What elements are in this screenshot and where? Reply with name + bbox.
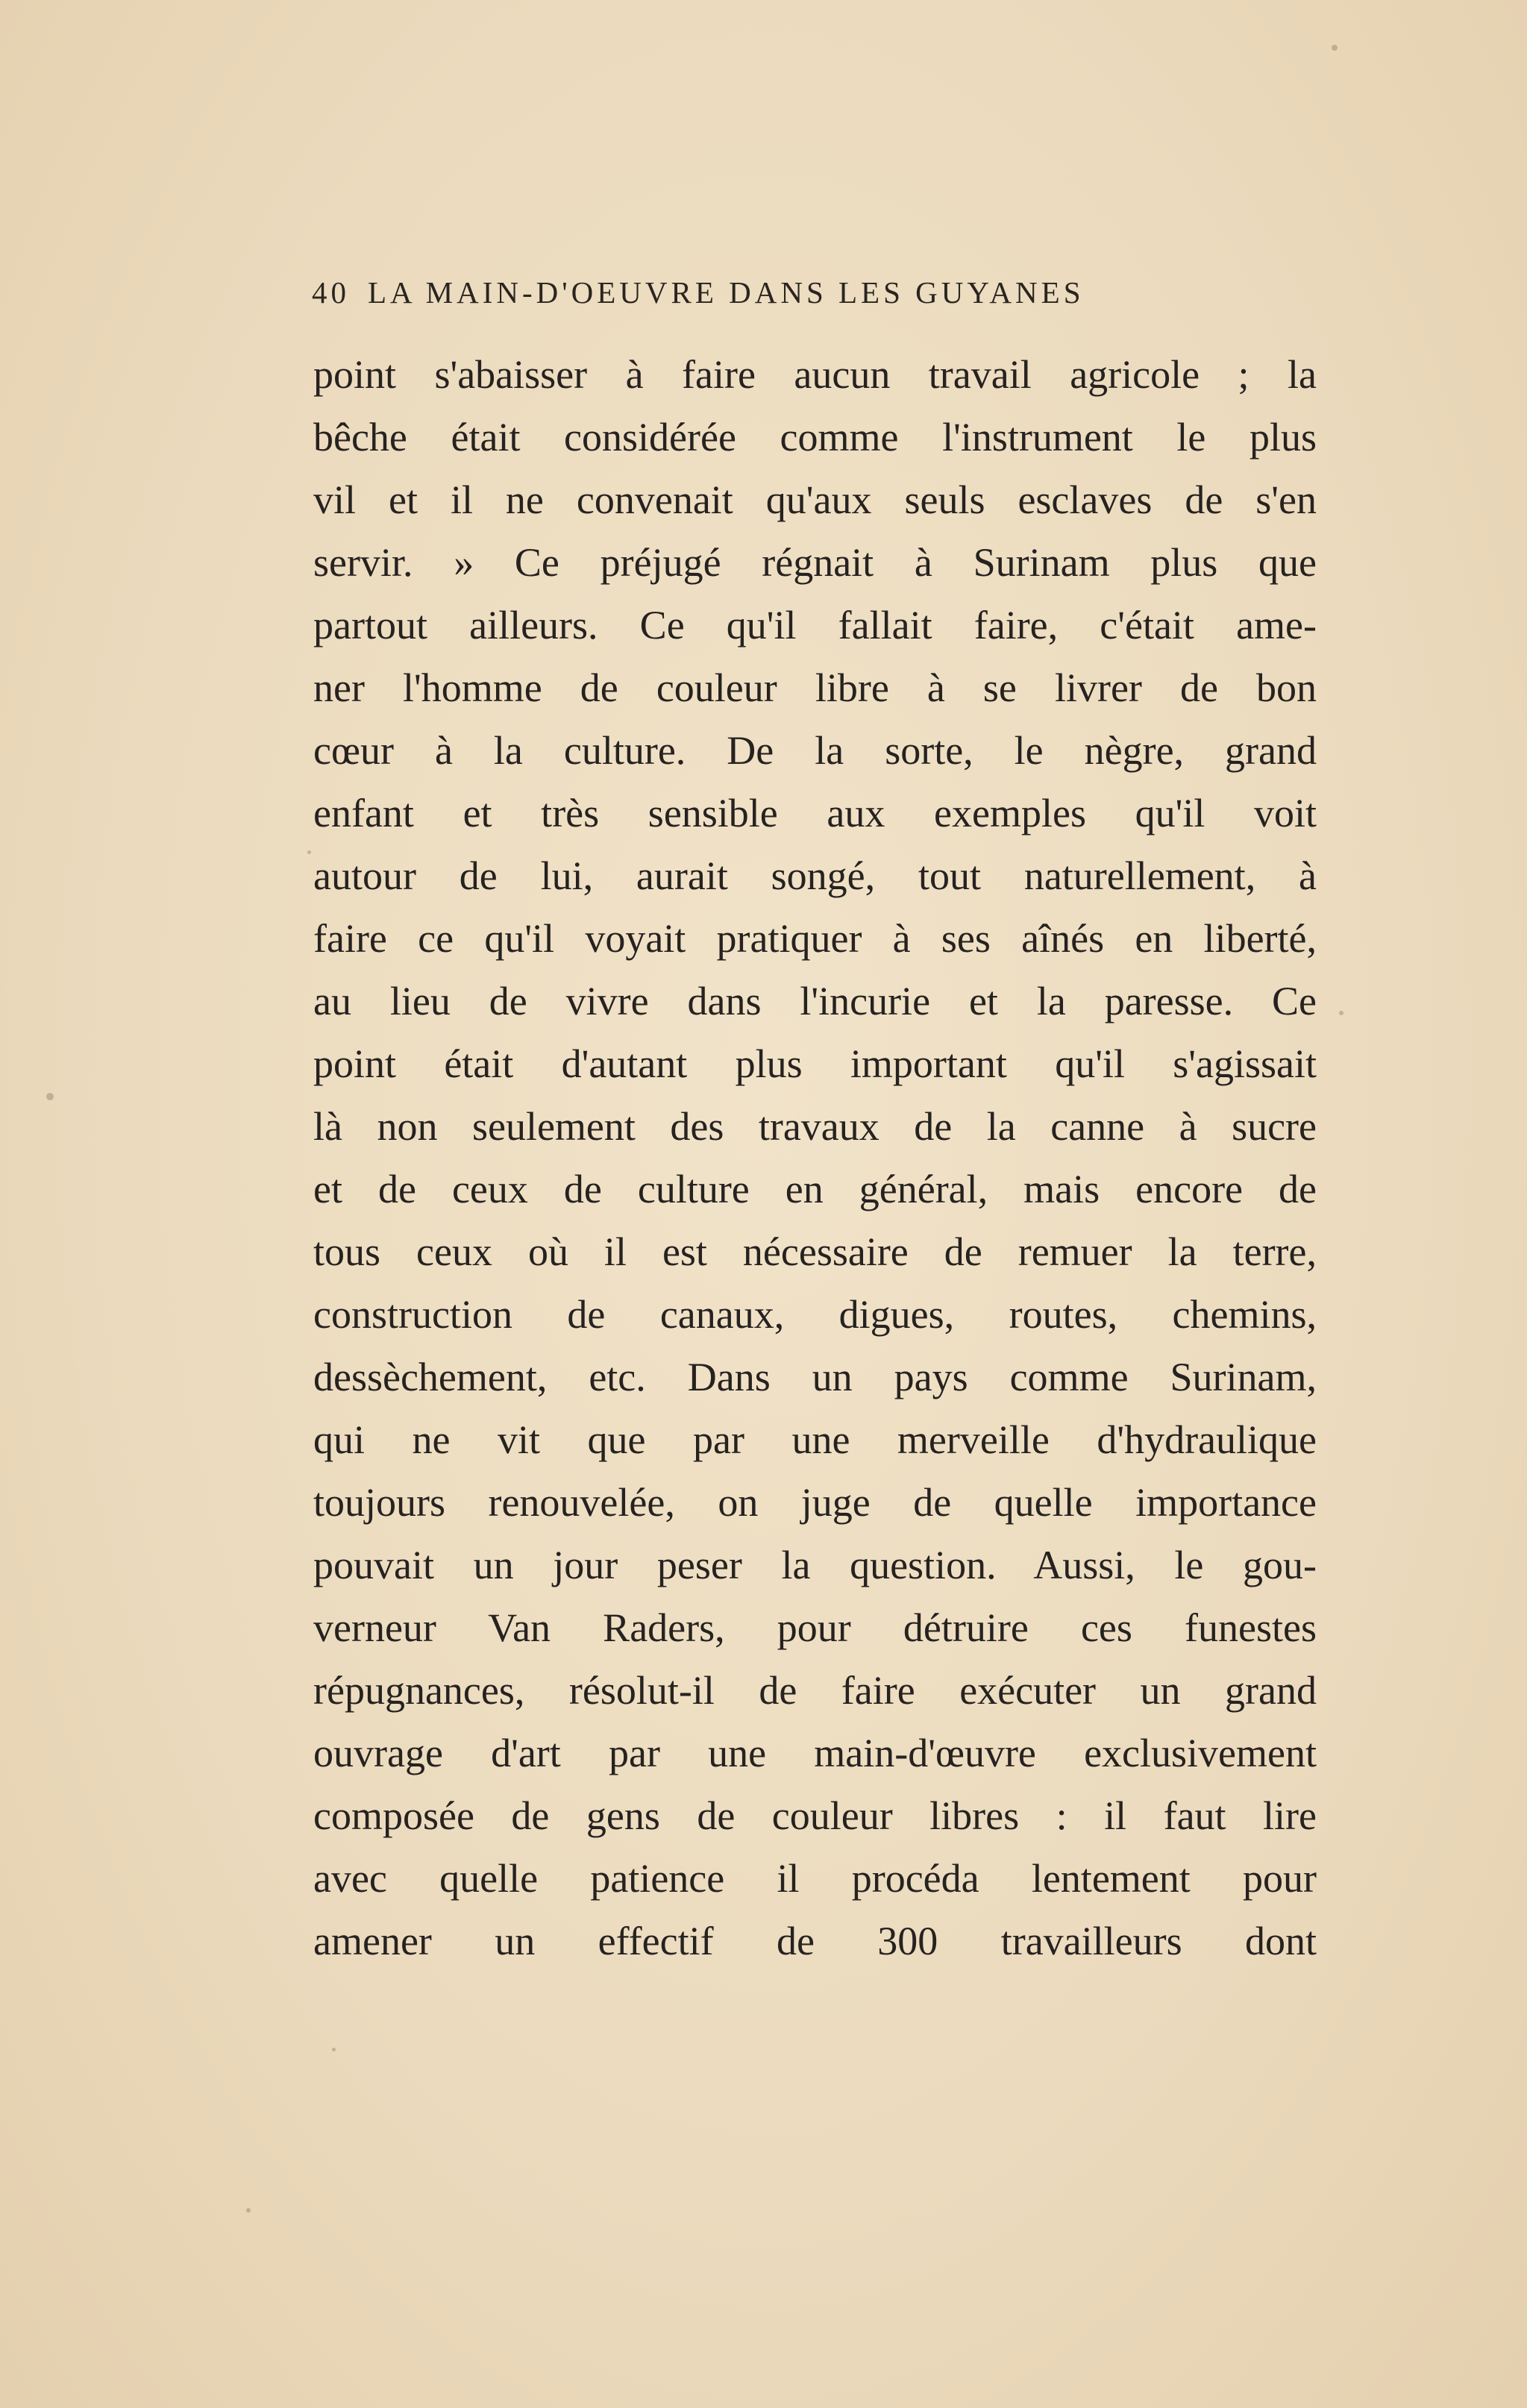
text-line: pouvait un jour peser la question. Aussi, le gou-: [313, 1543, 1317, 1587]
paper-speck: [1339, 1011, 1343, 1015]
text-line: dessèchement, etc. Dans un pays comme Surinam,: [313, 1355, 1317, 1399]
text-line: point était d'autant plus important qu'il s'agissait: [313, 1041, 1317, 1086]
text-line: au lieu de vivre dans l'incurie et la paresse. Ce: [313, 979, 1317, 1023]
text-line: là non seulement des travaux de la canne à sucre: [313, 1104, 1317, 1149]
text-line: avec quelle patience il procéda lentement pour: [313, 1856, 1317, 1901]
text-line: ner l'homme de couleur libre à se livrer de bon: [313, 665, 1317, 710]
text-line: répugnances, résolut-il de faire exécuter un grand: [313, 1668, 1317, 1713]
paper-speck: [332, 2048, 336, 2051]
paper-speck: [1332, 45, 1338, 51]
text-line: point s'abaisser à faire aucun travail agricole ; la: [313, 352, 1317, 397]
text-line: autour de lui, aurait songé, tout naturellement, à: [313, 853, 1317, 898]
running-title: LA MAIN-D'OEUVRE DANS LES GUYANES: [368, 275, 1085, 310]
text-line: faire ce qu'il voyait pratiquer à ses aînés en liberté,: [313, 916, 1317, 961]
text-line: enfant et très sensible aux exemples qu'il voit: [313, 791, 1317, 835]
text-line: toujours renouvelée, on juge de quelle importance: [313, 1480, 1317, 1525]
text-line: bêche était considérée comme l'instrument le plus: [313, 415, 1317, 460]
body-text: [313, 343, 1317, 1972]
text-line: et de ceux de culture en général, mais encore de: [313, 1167, 1317, 1211]
running-header: [312, 275, 1319, 310]
text-line: tous ceux où il est nécessaire de remuer la terre,: [313, 1229, 1317, 1274]
text-line: verneur Van Raders, pour détruire ces funestes: [313, 1605, 1317, 1650]
text-line: qui ne vit que par une merveille d'hydraulique: [313, 1417, 1317, 1462]
page-number: 40: [312, 275, 350, 310]
text-line: construction de canaux, digues, routes, chemins,: [313, 1292, 1317, 1337]
text-line: ouvrage d'art par une main-d'œuvre exclusivement: [313, 1731, 1317, 1775]
text-line: composée de gens de couleur libres : il faut lire: [313, 1793, 1317, 1838]
paper-speck: [46, 1093, 54, 1100]
text-line: cœur à la culture. De la sorte, le nègre, grand: [313, 728, 1317, 773]
text-line: vil et il ne convenait qu'aux seuls esclaves de s'en: [313, 477, 1317, 522]
paper-speck: [246, 2208, 251, 2213]
text-line: partout ailleurs. Ce qu'il fallait faire, c'était ame-: [313, 603, 1317, 648]
paper-speck: [307, 850, 311, 854]
text-line: amener un effectif de 300 travailleurs dont: [313, 1919, 1317, 1963]
text-line: servir. » Ce préjugé régnait à Surinam plus que: [313, 540, 1317, 585]
